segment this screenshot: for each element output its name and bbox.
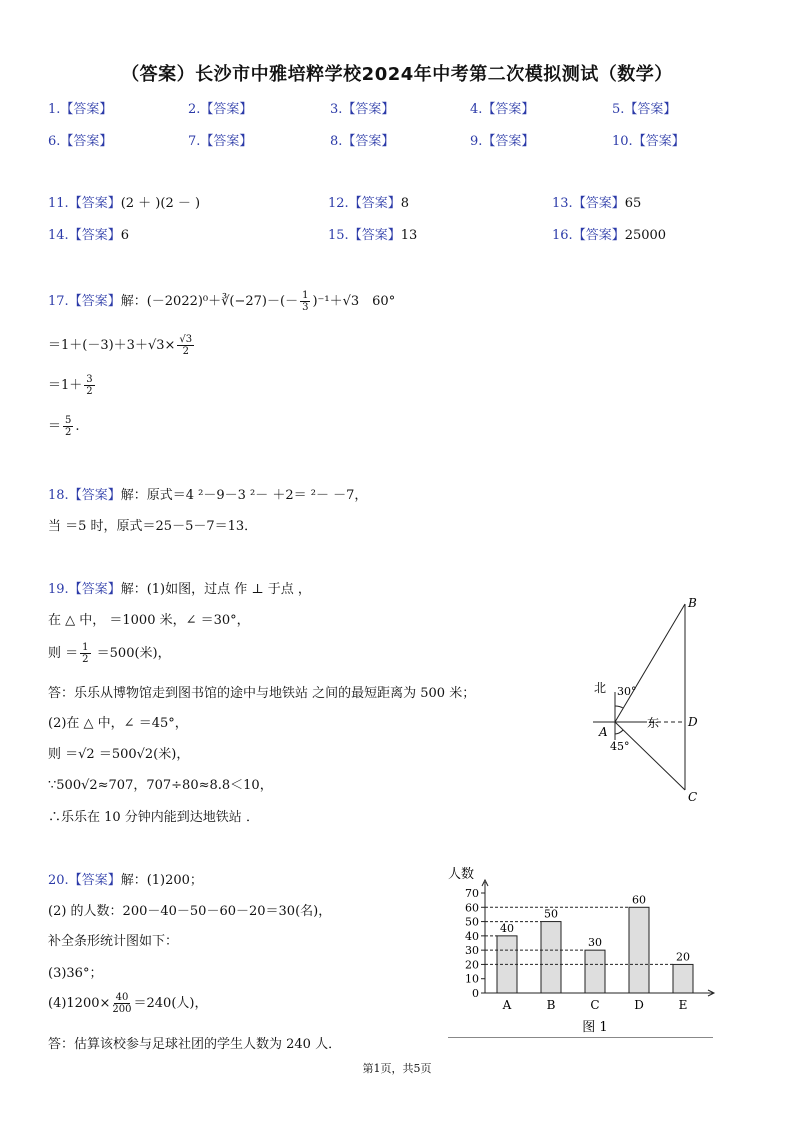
fill-answer-11: 11.【答案】(2 ＋ )(2 － ) (48, 196, 201, 211)
q20-line5: (4)1200× $\frac{40}{200}$ ＝240(人)， (48, 992, 208, 1015)
q18-line1: 18.【答案】解：原式＝4 ²－9－3 ²－ ＋2＝ ²－ －7， (48, 488, 368, 503)
category-label: A (502, 998, 512, 1012)
y-tick-label: 20 (465, 958, 479, 972)
q19-line7: ∵500√2≈707，707÷80≈8.8＜10， (48, 778, 273, 793)
q20-line1: 20.【答案】解：(1)200； (48, 873, 203, 888)
label-north: 北 (594, 681, 607, 695)
angle-30-arc (615, 706, 623, 708)
mc-answer-3: 3.【答案】 (330, 102, 395, 117)
mc-answer-9: 9.【答案】 (470, 134, 535, 149)
line-ac (615, 722, 685, 790)
divider (448, 1037, 713, 1038)
label-east: 东 (647, 716, 660, 730)
mc-answer-6: 6.【答案】 (48, 134, 113, 149)
y-tick-label: 70 (465, 887, 479, 900)
bar-E (673, 964, 693, 993)
label-c: C (688, 790, 698, 804)
fill-answer-12: 12.【答案】8 (328, 196, 409, 211)
fill-answer-16: 16.【答案】25000 (552, 228, 667, 243)
y-tick-label: 30 (465, 944, 479, 958)
label-a: A (599, 725, 608, 739)
bar-value-label: 40 (500, 921, 514, 935)
q20-line4: (3)36°； (48, 966, 103, 981)
label-b: B (688, 596, 697, 610)
bar-C (585, 950, 605, 993)
q19-line8: ∴乐乐在 10 分钟内能到达地铁站 ． (48, 810, 259, 825)
chart-title: 人数 (448, 867, 475, 882)
y-tick-label: 0 (472, 987, 479, 1000)
fill-answer-14: 14.【答案】6 (48, 228, 129, 243)
angle-45-arc (615, 730, 623, 734)
q20-line2: (2) 的人数：200－40－50－60－20＝30(名)， (48, 904, 332, 919)
q19-line3: 则 ＝ $\frac{1}{2}$ ＝500(米)， (48, 642, 171, 665)
bar-value-label: 20 (676, 950, 690, 964)
q19-line6: 则 ＝√2 ＝500√2(米)， (48, 747, 190, 762)
mc-answer-8: 8.【答案】 (330, 134, 395, 149)
page-title: （答案）长沙市中雅培粹学校2024年中考第二次模拟测试（数学） (121, 64, 673, 85)
mc-answer-4: 4.【答案】 (470, 102, 535, 117)
category-label: D (634, 998, 644, 1012)
category-label: B (546, 998, 556, 1012)
line-ab (615, 604, 685, 722)
bar-value-label: 60 (632, 893, 646, 907)
bar-chart (440, 860, 720, 1045)
mc-answer-7: 7.【答案】 (188, 134, 253, 149)
fill-answer-13: 13.【答案】65 (552, 196, 642, 211)
y-tick-label: 50 (465, 915, 479, 929)
mc-answer-5: 5.【答案】 (612, 102, 677, 117)
category-label: E (678, 998, 688, 1012)
q20-line3: 补全条形统计图如下： (48, 934, 179, 949)
y-tick-label: 60 (465, 901, 479, 915)
q19-line5: (2)在 △ 中，∠ ＝45°， (48, 716, 188, 731)
q18-line2: 当 ＝5 时，原式＝25－5－7＝13． (48, 519, 258, 534)
y-tick-label: 10 (465, 972, 479, 986)
q19-line4: 答：乐乐从博物馆走到图书馆的途中与地铁站 之间的最短距离为 500 米； (48, 686, 476, 701)
fill-answer-15: 15.【答案】13 (328, 228, 418, 243)
q17-line4: ＝ $\frac{5}{2}$ . (48, 415, 80, 438)
q17-line2: ＝1＋(－3)＋3＋√3× $\frac{√3}{2}$ (48, 334, 193, 357)
label-30deg: 30° (617, 685, 637, 698)
bar-value-label: 50 (544, 907, 558, 921)
q17-line1: 17.【答案】解：(－2022)⁰＋∛(−27)－(－ $\frac{1}{3}$ )⁻¹＋√3 60° (48, 290, 396, 313)
mc-answer-2: 2.【答案】 (188, 102, 253, 117)
mc-answer-10: 10.【答案】 (612, 134, 685, 149)
chart-caption: 图 1 (582, 1020, 608, 1035)
q19-line1: 19.【答案】解：(1)如图，过点 作 ⊥ 于点 ， (48, 582, 311, 597)
bar-value-label: 30 (588, 936, 602, 950)
q20-line6: 答：估算该校参与足球社团的学生人数为 240 人． (48, 1037, 342, 1052)
q17-line3: ＝1＋ $\frac{3}{2}$ (48, 374, 93, 397)
q19-geometry-figure (585, 590, 715, 805)
label-d: D (688, 715, 698, 729)
y-tick-label: 40 (465, 929, 479, 943)
bar-B (541, 922, 561, 993)
category-label: C (590, 998, 600, 1012)
page-footer: 第1页，共5页 (362, 1062, 432, 1075)
label-45deg: 45° (610, 740, 630, 753)
bar-D (629, 907, 649, 993)
mc-answer-1: 1.【答案】 (48, 102, 113, 117)
q19-line2: 在 △ 中， ＝1000 米，∠ ＝30°， (48, 613, 250, 628)
